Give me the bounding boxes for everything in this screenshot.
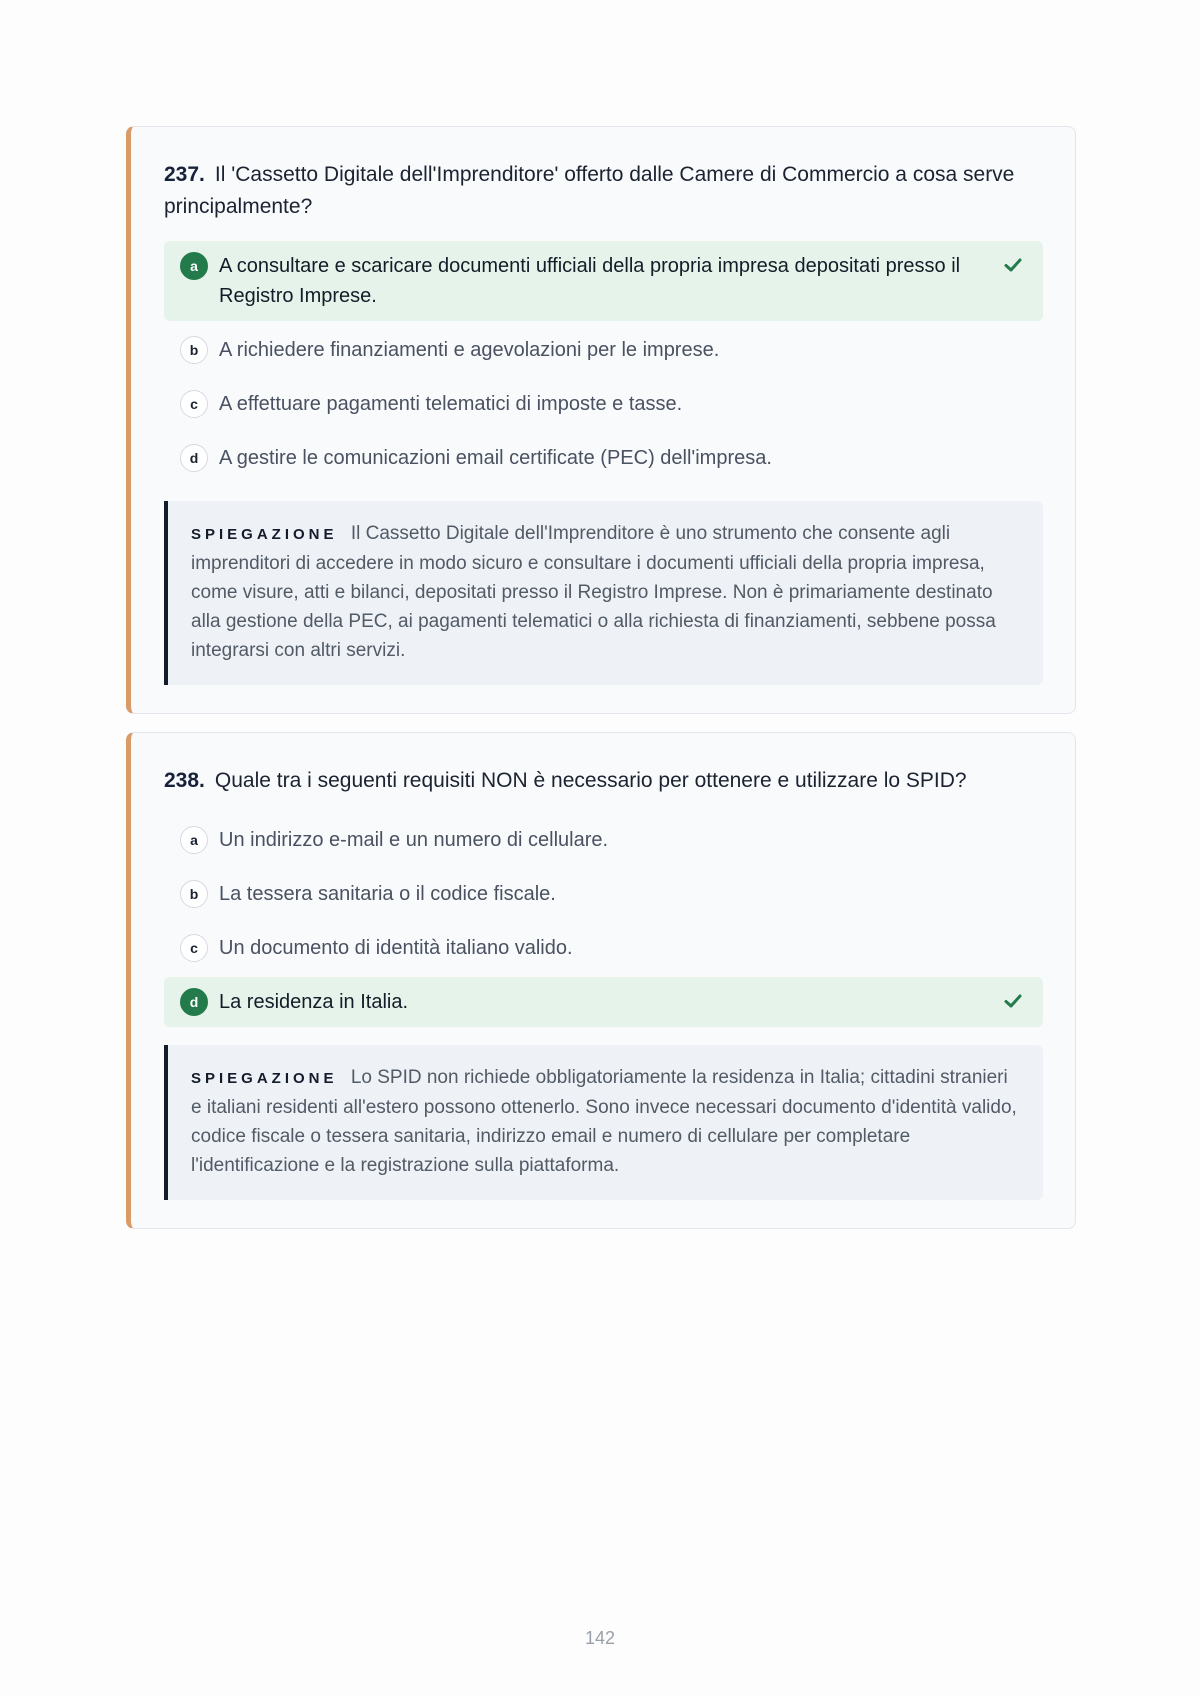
option-d-correct[interactable] bbox=[164, 977, 1043, 1027]
option-a-correct[interactable] bbox=[164, 241, 1043, 321]
option-letter-badge: d bbox=[180, 444, 208, 472]
explanation-text: Lo SPID non richiede obbligatoriamente la residenza in Italia; cittadini stranieri e italiani residenti all'estero possono ottenerlo. Sono invece necessari documento d'identità valido, codice fiscale o tessera sanitaria, indirizzo email e numero di cellulare per completare l'identificazione e la registrazione sulla piattaforma. bbox=[191, 1067, 1017, 1176]
option-text: A richiedere finanziamenti e agevolazioni per le imprese. bbox=[219, 339, 720, 361]
answer-options bbox=[164, 241, 1043, 483]
option-text: La residenza in Italia. bbox=[219, 991, 409, 1013]
option-text: A consultare e scaricare documenti ufficiali della propria impresa depositati presso il Registro Imprese. bbox=[219, 255, 961, 307]
option-letter-badge: b bbox=[180, 336, 208, 364]
option-letter-badge: b bbox=[180, 880, 208, 908]
question-body: Il 'Cassetto Digitale dell'Imprenditore' offerto dalle Camere di Commercio a cosa serve principalmente? bbox=[164, 163, 1015, 218]
option-text: A effettuare pagamenti telematici di imposte e tasse. bbox=[219, 393, 683, 415]
option-c[interactable] bbox=[164, 923, 1043, 973]
explanation-box bbox=[164, 501, 1043, 685]
option-letter-badge: a bbox=[180, 252, 208, 280]
option-text: La tessera sanitaria o il codice fiscale. bbox=[219, 883, 556, 905]
explanation-box bbox=[164, 1045, 1043, 1200]
answer-options bbox=[164, 815, 1043, 1027]
question-text bbox=[164, 763, 1043, 797]
question-number: 237. bbox=[164, 163, 205, 186]
option-letter-badge: c bbox=[180, 390, 208, 418]
option-text: Un documento di identità italiano valido. bbox=[219, 937, 573, 959]
option-text: Un indirizzo e-mail e un numero di cellulare. bbox=[219, 829, 609, 851]
question-card-237 bbox=[126, 126, 1076, 714]
option-d[interactable] bbox=[164, 433, 1043, 483]
page-number: 142 bbox=[584, 1628, 616, 1648]
option-letter-badge: d bbox=[180, 988, 208, 1016]
question-text bbox=[164, 157, 1043, 223]
check-icon bbox=[1003, 255, 1023, 275]
question-card-238 bbox=[126, 732, 1076, 1229]
option-letter-badge: a bbox=[180, 826, 208, 854]
explanation-label: SPIEGAZIONE bbox=[191, 526, 338, 543]
option-text: A gestire le comunicazioni email certificate (PEC) dell'impresa. bbox=[219, 447, 772, 469]
question-number: 238. bbox=[164, 769, 205, 792]
explanation-label: SPIEGAZIONE bbox=[191, 1070, 338, 1087]
check-icon bbox=[1003, 991, 1023, 1011]
explanation-text: Il Cassetto Digitale dell'Imprenditore è uno strumento che consente agli imprenditori di accedere in modo sicuro e consultare i documenti ufficiali della propria impresa, come visure, atti e bilanci, depositati presso il Registro Imprese. Non è primariamente destinato alla gestione della PEC, ai pagamenti telematici o alla richiesta di finanziamenti, sebbene possa integrarsi con altri servizi. bbox=[191, 523, 996, 661]
option-b[interactable] bbox=[164, 869, 1043, 919]
option-letter-badge: c bbox=[180, 934, 208, 962]
question-body: Quale tra i seguenti requisiti NON è necessario per ottenere e utilizzare lo SPID? bbox=[214, 769, 967, 792]
option-c[interactable] bbox=[164, 379, 1043, 429]
option-a[interactable] bbox=[164, 815, 1043, 865]
option-b[interactable] bbox=[164, 325, 1043, 375]
